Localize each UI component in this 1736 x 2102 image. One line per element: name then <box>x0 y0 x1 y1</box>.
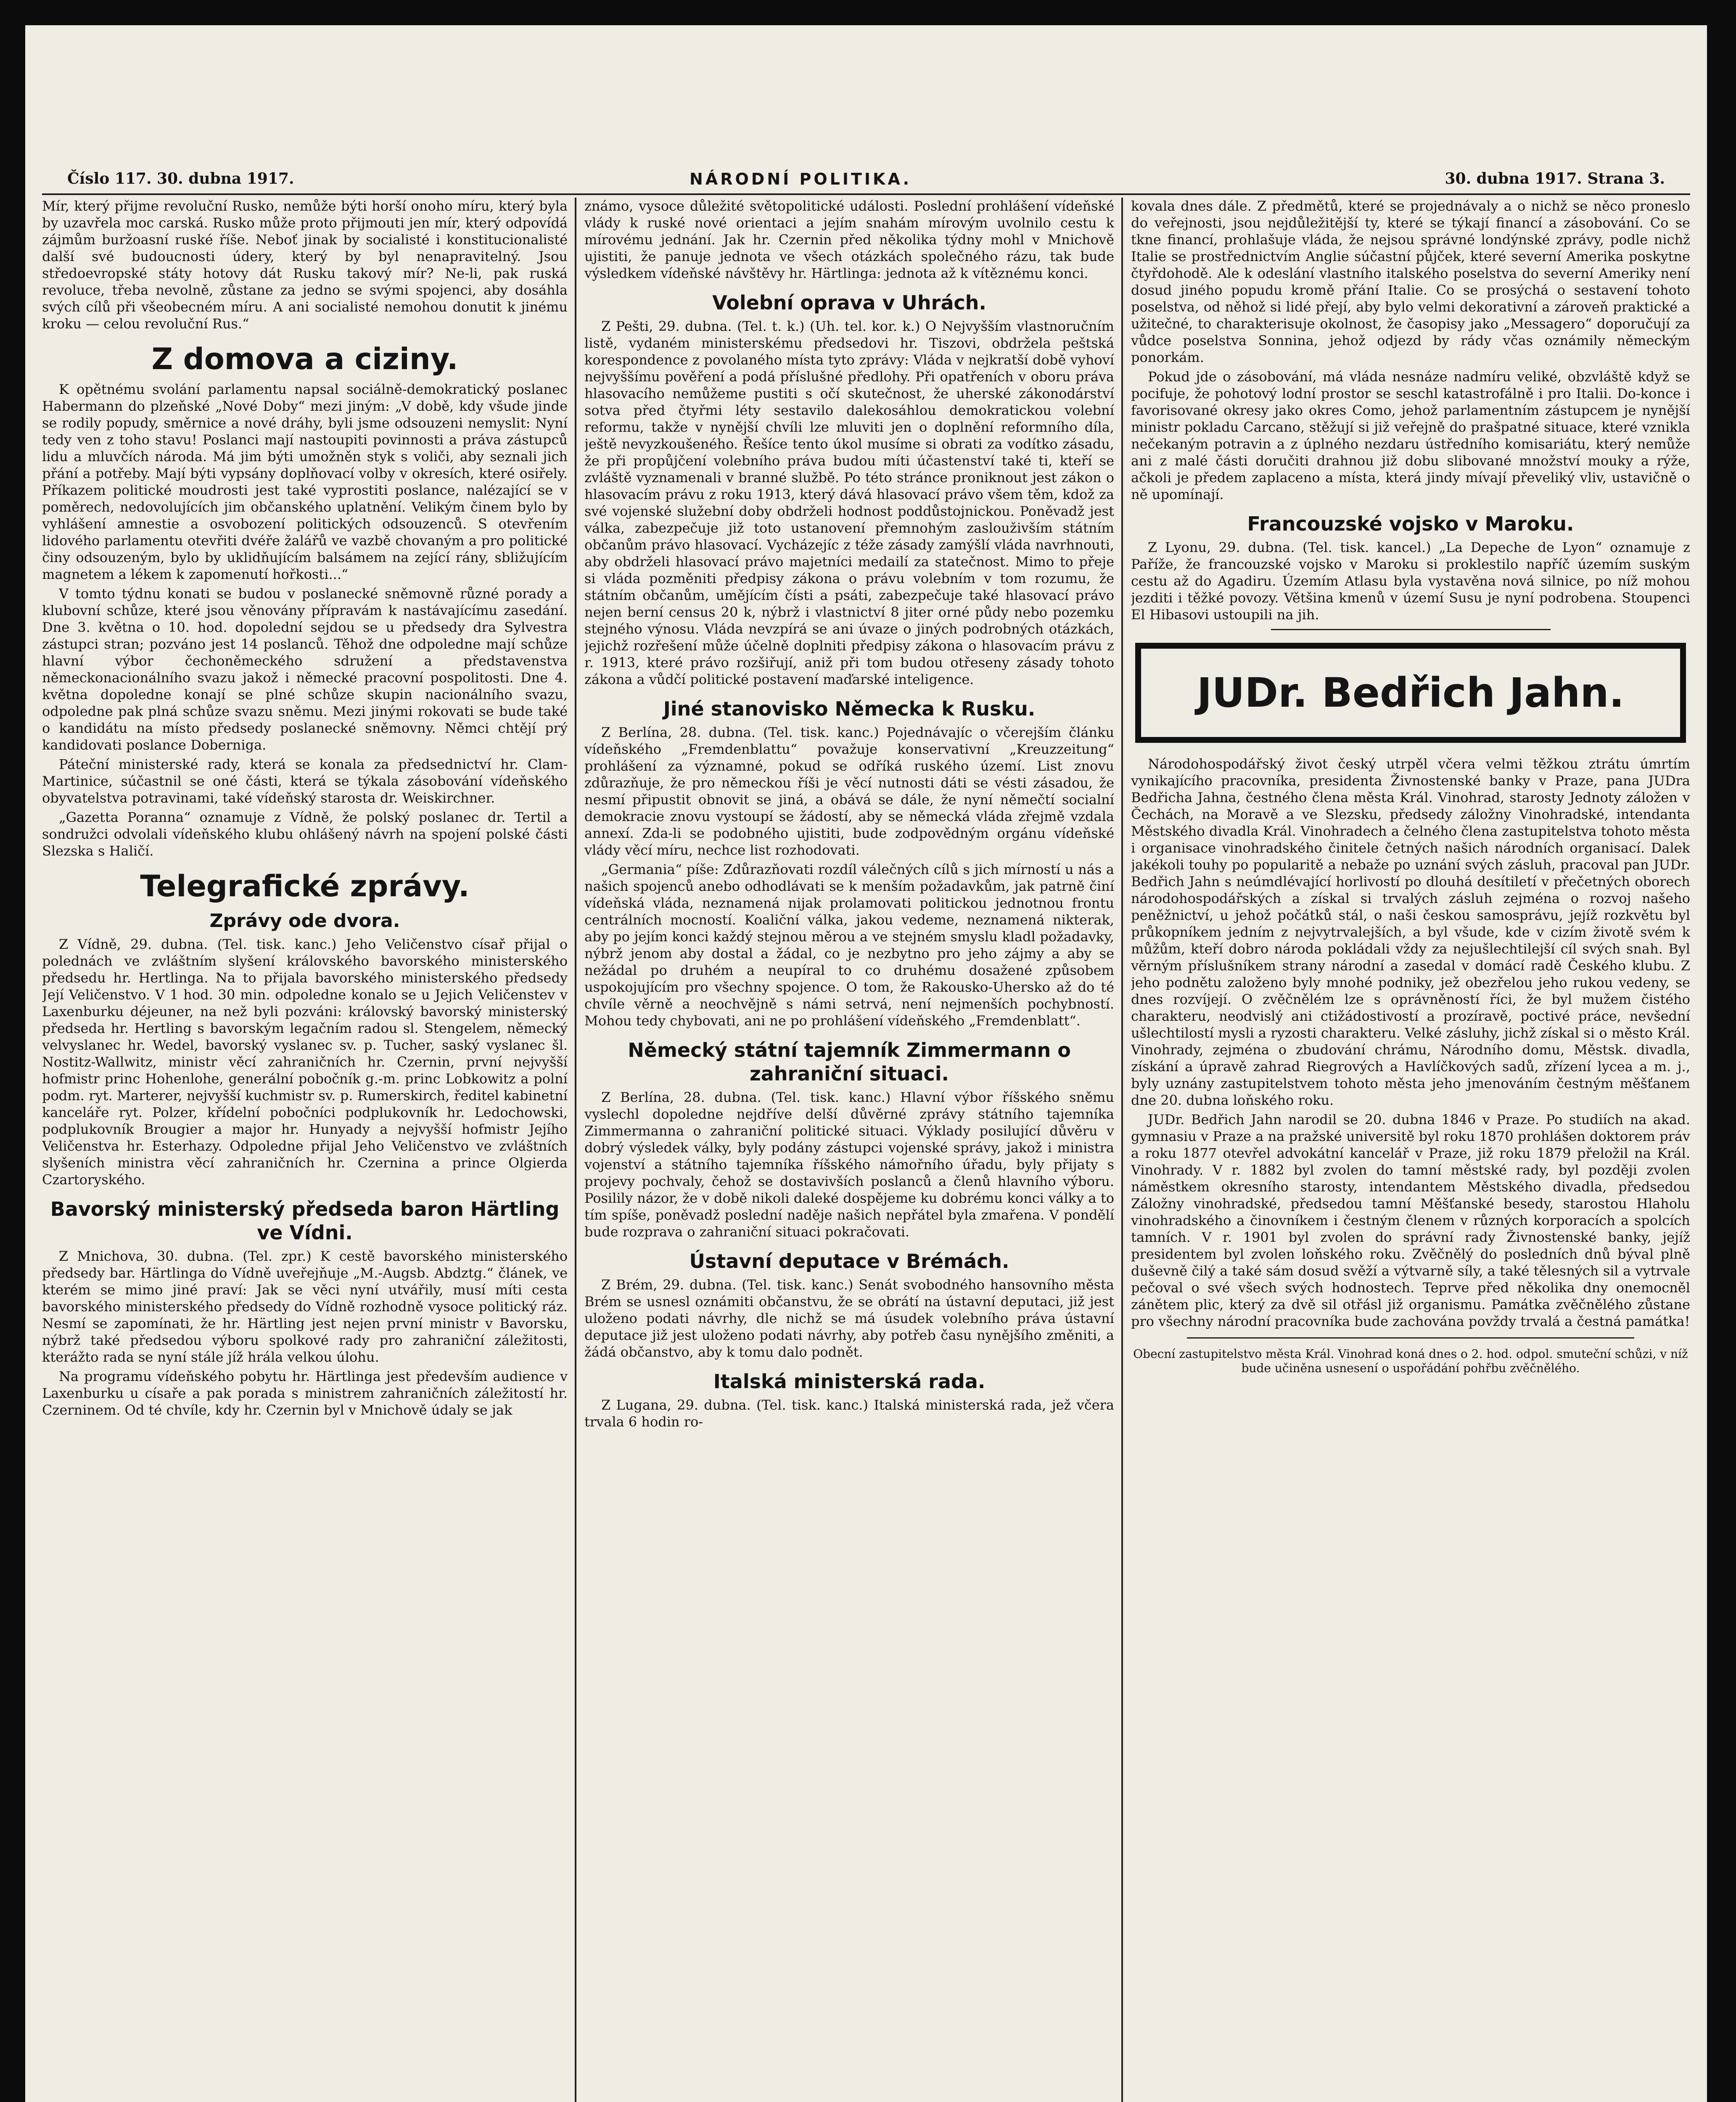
issue-number: Číslo 117. 30. dubna 1917. <box>67 170 294 187</box>
obituary-box <box>1135 643 1686 743</box>
column-rule-2 <box>1121 198 1123 2102</box>
article-paragraph: V tomto týdnu konati se budou v poslanecké sněmovně různé porady a klubovní schůze, které jsou věnovány přípravám k nastávajícímu zasedání. Dne 3. května o 10. hod. dopolední sejdou se u předsedy dra Sylvestra zástupci stran; pozváno jest 14 poslanců. Těhož dne odpoledne mají schůze hlavní výbor čechoněmeckého sdružení a představenstva německonacionálního svazu jakož i německé pracovní pospolitosti. Dne 4. května dopoledne konají se plné schůze skupin nacionálního svazu, odpoledne pak plná schůze svazu sněmu. Mezi jinými rokovati se bude také o kandidátu na místo předsedy poslanecké sněmovny. Němci chtějí prý kandidovati poslance Doberniga. <box>42 586 568 753</box>
section-divider <box>1271 629 1551 630</box>
page-number: 30. dubna 1917. Strana 3. <box>1445 170 1665 187</box>
column-3 <box>1131 198 1690 2102</box>
column-rule-1 <box>575 198 576 2102</box>
article-heading-volebni: Volební oprava v Uhrách. <box>712 291 986 314</box>
section-divider <box>1187 1337 1634 1339</box>
article-heading-deputace: Ústavní deputace v Brémách. <box>689 1250 1009 1273</box>
article-paragraph: Z Pešti, 29. dubna. (Tel. t. k.) (Uh. tel. kor. k.) O Nejvyšším vlastnoručním listě, vydaném ministerskému předsedovi hr. Tiszovi, obdržela peštská korespondence z povolaného místa tyto zprávy: Vláda v nejkratší době vyhoví nejvyššímu pověření a podá příslušné předlohy. Při opatřeních v oboru práva hlasovacího nemůžeme pustiti s očí skutečnost, že uherské zákonodárství sotva před čtyřmi léty sestavilo dalekosáhlou demokratickou volební reformu, takže v nynější chvíli lze mluviti jen o doplnění reformního díla, ještě nevyzkoušeného. Řešíce tento úkol musíme si obrati za vodítko zásadu, že při propůjčení volebního práva budou míti účastenství také ti, kteří se zvláště vyznamenali v branné službě. Po této stránce proniknout jest zákon o hlasovacím právu z roku 1913, který dává hlasovací právo všem těm, kdož za své vojenské služební doby obdrželi hodnost poddůstojnickou. Poněvadž jest válka, zabezpečuje již toto ustanovení přemnohým zaslouživším státním občanům právo hlasovací. Vycházejíc z téže zásady zamýšlí vláda navrhnouti, aby obdrželi hlasovací právo majetníci medailí za statečnost. Mimo to přeje si vláda pozměniti předpisy zákona o právu volebním v tom rozumu, že státním občanům, umějícím čísti a psáti, zabezpečuje také hlasovací právo nejen berní census 20 k, nýbrž i vlastnictví 8 jiter orné půdy nebo pozemku stejného výnosu. Vláda nevzpírá se ani úvaze o jiných podrobných otázkách, jejichž rozřešení může účelně doplniti předpisy zákona o hlasovacím právu z r. 1913, které právo rozšiřují, aniž při tom budou otřeseny zásady tohoto zákona a vůdčí politické postavení maďarské inteligence. <box>584 318 1114 687</box>
article-paragraph: Z Berlína, 28. dubna. (Tel. tisk. kanc.) Hlavní výbor říšského sněmu vyslechl dopoledne nejdříve delší důvěrné zprávy státního tajemníka Zimmermanna o zahraniční politické situaci. Výklady posilující důvěru v dobrý výsledek války, byly podány zástupci vojenské správy, jakož i ministra vojenství a státního tajemníka říšského námořního úřadu, byly přijaty s projevy pochvaly, čehož se dostavivších poslanců a členů hlavního výboru. Posilily názor, že v době nikoli daleké dospějeme ku dobrému konci války a to tím spíše, poněvadž poslední naděje našich nepřátel byla zmařena. V pondělí bude rozprava o zahraniční situaci pokračovati. <box>584 1089 1114 1240</box>
masthead <box>42 164 1690 195</box>
article-continuation: známo, vysoce důležité světopolitické události. Poslední prohlášení vídeňské vlády k ruské nové orientaci a jejím snahám mírovým uvolnilo cestu k mírovému jednání. Jak hr. Czernin před několika týdny mohl v Mnichově ujistiti, že panuje jednota ve všech otázkách společného rázu, tak bude výsledkem vídeňské návštěvy hr. Härtlinga: jednota až k vítěznému konci. <box>584 198 1114 281</box>
column-2 <box>584 198 1114 2102</box>
newspaper-page <box>25 25 1707 2102</box>
article-heading-bavorsky: Bavorský ministerský předseda baron Härtling ve Vídni. <box>50 1198 560 1244</box>
article-paragraph: K opětnému svolání parlamentu napsal sociálně-demokratický poslanec Habermann do plzeňské „Nové Doby“ mezi jiným: „V době, kdy všude jinde se rodily popudy, směrnice a nové dráhy, byli jsme odsouzeni nemyslit: Nyní tedy ven z toho stavu! Poslanci mají nastoupiti povinnosti a práva zástupců lidu a mluvčích národa. Má jim býti umožněn styk s voliči, aby seznali jich přání a potřeby. Mají býti vypsány doplňovací volby v okresích, které osiřely. Příkazem politické moudrosti jest také vyprostiti poslance, nalézající se v poměrech, nedovolujících jim občanského uplatnění. Velikým činem bylo by vyhlášení amnestie a osvobození politických odsouzenců. S otevřením lidového parlamentu otevřiti dvéře žalářů ve vazbě chovaným a pro politické činy odsouzeným, bylo by uklidňujícím balsámem na zející rány, sbližujícím magnetem a lékem k zapomenutí hořkosti...“ <box>42 381 568 582</box>
article-paragraph: Z Mnichova, 30. dubna. (Tel. zpr.) K cestě bavorského ministerského předsedy bar. Härtlinga do Vídně uveřejňuje „M.-Augsb. Abdztg.“ článek, ve kterém se mimo jiné praví: Jak se věci nyní utvářily, musí míti cesta bavorského ministerského předsedy do Vídně rozhodně vysoce politický ráz. Nesmí se zapomínati, že hr. Härtling jest nejen první ministr v Bavorsku, nýbrž také předsedou výboru spolkové rady pro zahraniční záležitosti, kterážto rada se nyní stále jíž hrála velkou úlohu. <box>42 1248 568 1365</box>
article-heading-dvora: Zprávy ode dvora. <box>209 910 400 932</box>
article-heading-italska-rada: Italská ministerská rada. <box>713 1370 986 1393</box>
article-paragraph: Z Berlína, 28. dubna. (Tel. tisk. kanc.) Pojednávajíc o včerejším článku vídeňského „Fremdenblattu“ považuje konservativní „Kreuzzeitung“ prohlášení za významné, pokud se odříká ruského území. List znovu zdůrazňuje, že pro německou říši je věcí nutnosti dáti se vésti zásadou, že nesmí připustit obnovit se jiná, a obává se dále, že nyní němečtí socialní demokracie znovu vystoupí se žádostí, aby se německá vláda zřejmě vzdala annexí. Zda-li se podobného ujistiti, bude zodpovědným orgánu vídeňské vlády věcí míru, nechce list rozhodovati. <box>584 724 1114 858</box>
obituary-name: JUDr. Bedřich Jahn. <box>1197 669 1625 716</box>
article-paragraph: Pokud jde o zásobování, má vláda nesnáze nadmíru veliké, obzvláště když se pocifuje, že pohotový lodní prostor se seschl katastrofálně i pro Italii. Do-konce i favorisované okresy jako okres Como, jehož parlamentním zástupcem je nynější ministr pokladu Carcano, stěžují si již veřejně do prašpatné situace, které vznikla nečekaným potravin a z úplného nezdaru ústředního komisariátu, který nemůže ani z malé části doručiti drahnou již dobu slibované množství mouky a rýže, ačkoli je předem zaplaceno a místa, která jindy mívají převeliký vliv, ustavičně o ně upomínají. <box>1131 369 1690 502</box>
funeral-notice: Obecní zastupitelstvo města Král. Vinohrad koná dnes o 2. hod. odpol. smuteční schůzi, v níž bude učiněna usnesení o uspořádání pohřbu zvěčnělého. <box>1133 1347 1688 1375</box>
column-1 <box>42 198 568 2102</box>
article-paragraph: Z Lugana, 29. dubna. (Tel. tisk. kanc.) Italská ministerská rada, jež včera trvala 6 hodin ro- <box>584 1397 1114 1430</box>
article-paragraph: „Germania“ píše: Zdůrazňovati rozdíl válečných cílů s jich mírností u nás a našich spojenců anebo odhodlávati se k menším požadavkům, jak patrně činí vídeňská vláda, neznamená nijak prolamovati politickou jednotnou frontu centrálních mocností. Koaliční válka, jakou vedeme, neznamená nikterak, aby po jejím konci každý stejnou měrou a ve stejném smyslu kladl požadavky, nýbrž jenom aby dostal a žádal, co je nezbytno pro jeho zájmy a aby se nežádal po druhém a neupíral to co druhému dosažené způsobem uspokojujícím pro všechny spojence. O tom, že Rakousko-Uhersko až do té chvíle věrně a neochvějně s námi setrvá, není nejmenších pochybností. Mohou tedy chybovati, ani ne po prohlášení vídeňského „Fremdenblatt“. <box>584 861 1114 1029</box>
article-paragraph: Národohospodářský život český utrpěl včera velmi těžkou ztrátu úmrtím vynikajícího pracovníka, presidenta Živnostenské banky v Praze, pana JUDra Bedřicha Jahna, čestného člena města Král. Vinohrad, starosty Jednoty záložen v Čechách, na Moravě a ve Slezsku, předsedy záložny Vinohradské, intendanta Městského divadla Král. Vinohradech a čelného člena zastupitelstva tohoto města i organisace vinohradského činitele četných našich národních organisací. Dalek jakékoli touhy po popularitě a nebaže po uznání svých zásluh, pracoval pan JUDr. Bedřich Jahn s neúmdlévající horlivostí po dlouhá desítiletí v přečetných oborech národohospodářských a získal si trvalých zásluh zejména o rozvoj našeho peněžnictví, u jehož počátků stál, o naši českou samosprávu, jejíž rozkvětu byl průkopníkem jedním z nejvytrvalejších, a byl všude, kde v cizím životě svém k můžům, kteří dobro národa pokládali vždy za nejušlechtilejší cíl svých snah. Byl věrným příslušníkem strany národní a zasedal v domácí radě Českého klubu. Z jeho podnětu založeno byly mnohé podniky, jež obezřelou jeho rukou vedeny, se dnes rozvíjejí. O zvěčnělém lze s oprávněností říci, že byl mužem čistého charakteru, neodvislý ani ctižádostivostí a prozíravě, poctivé práce, nevšední ušlechtilostí mysli a ryzosti charakteru. Velké zásluhy, jichž získal si o město Král. Vinohrady, zejména o zbudování chrámu, Národního domu, Městsk. divadla, získání a úpravě zahrad Riegrových a Havlíčkových sadů, zřízení lycea a m. j., byly uznány zastupitelstvem tohoto města jeho jmenováním čestným měšťanem dne 20. dubna loňského roku. <box>1131 756 1690 1108</box>
article-continuation: kovala dnes dále. Z předmětů, které se projednávaly a o nichž se něco proneslo do veřejnosti, jsou nejdůležitější ty, které se týkají financí a zásobování. Co se tkne financí, prohlašuje vláda, že nejsou správné londýnské zprávy, podle nichž Italie se prostřednictvím Anglie súčastní půjček, které severní Amerika poskytne čtyřdohodě. Ale k odeslání vlastního italského poselstva do severní Ameriky není dosud jiného popudu kromě přání Italie. Co se prosýchá o sestavení tohoto poselstva, od něhož si lidé přejí, aby bylo velmi dekorativní a zároveň praktické a užitečné, to charakterisuje okolnost, že časopisy jako „Messagero“ doporučují za vůdce poselstva Sonnina, jehož odjezd by rády včas oznámily německým ponorkám. <box>1131 198 1690 365</box>
article-heading-zimmermann: Německý státní tajemník Zimmermann o zahraniční situaci. <box>628 1039 1071 1085</box>
newspaper-title: NÁRODNÍ POLITIKA. <box>690 170 912 188</box>
article-paragraph: Z Brém, 29. dubna. (Tel. tisk. kanc.) Senát svobodného hansovního města Brém se usnesl oznámiti občanstvu, že se obrátí na ústavní deputaci, již jest uloženo podati návrhy, dle nichž se má úsudek volebního práva ústavní deputace již jest uloženo podati návrhy, aby potřeb času nynějšího změniti, a žádá občanstvo, aby k tomu dalo podnět. <box>584 1277 1114 1360</box>
article-paragraph: Páteční ministerské rady, která se konala za předsednictví hr. Clam-Martinice, súčastnil se oné části, která se týkala zásobování vídeňského obyvatelstva potravinami, také vídeňský starosta dr. Weiskirchner. <box>42 756 568 806</box>
article-paragraph: „Gazetta Poranna“ oznamuje z Vídně, že polský poslanec dr. Tertil a sondružci odvolali vídeňského klubu ohlášený návrh na spojení polské části Slezska s Haličí. <box>42 809 568 859</box>
article-continuation: Mír, který přijme revoluční Rusko, nemůže býti horší onoho míru, který byla by uzavřela moc carská. Rusko může proto přijmouti jen mír, který odpovídá zájmům buržoasní ruské říše. Neboť jinak by socialisté i konstitucionalisté další své budoucnosti údery, který by byl nenapravitelný. Jsou středoevropské státy hotovy dát Rusku takový mír? Ne-li, pak ruská revoluce, třeba nevolně, zůstane za jedno se svými spojenci, aby dosáhla svých cílů při všeobecném míru. A ani socialisté nemohou donutit k jinému kroku — celou revoluční Rus.“ <box>42 198 568 332</box>
article-paragraph: JUDr. Bedřich Jahn narodil se 20. dubna 1846 v Praze. Po studiích na akad. gymnasiu v Praze a na pražské universitě byl roku 1870 prohlášen doktorem práv a roku 1877 otevřel advokátní kancelář v Praze, již roku 1879 přeložil na Král. Vinohrady. V r. 1882 byl zvolen do tamní městské rady, byl později zvolen náměstkem okresního starosty, intendantem Městského divadla, předsedou Záložny vinohradské, předsedou tamní Měšťanské besedy, starostou Hlaholu vinohradského a činovníkem i čestným členem v různých korporacích a spolcích tamních. V r. 1901 byl zvolen do správní rady Živnostenské banky, jejíž presidentem byl zvolen loňského roku. Zvěčnělý do posledních dnů býval plně duševně čilý a také sám dosud svěží a výtvarně síly, a také tělesných sil a vytrvale pečoval o své všech svých hodnostech. Teprve před několika dny onemocněl zánětem plic, který za dvě sil otřásl již organismu. Památka zvěčnělého zůstane pro všechny národní pracovníka bude zachována povždy trvalá a čestná památka! <box>1131 1112 1690 1329</box>
section-heading-telegraficke: Telegrafické zprávy. <box>140 869 470 903</box>
article-paragraph: Z Vídně, 29. dubna. (Tel. tisk. kanc.) Jeho Veličenstvo císař přijal o polednách ve zvláštním slyšení královského bavorského ministerského předsedu hr. Hertlinga. Na to přijala bavorského ministerského předsedy Její Veličenstvo. V 1 hod. 30 min. odpoledne konalo se u Jejich Veličenstev v Laxenburku déjeuner, na než byli pozváni: královský bavorský ministerský předseda hr. Hertling s bavorským legačním radou sl. Stengelem, německý velvyslanec hr. Wedel, bavorský vyslanec sv. p. Tucher, saský vyslanec šl. Nostitz-Wallwitz, ministr věcí zahraničních hr. Czernin, první nejvyšší hofmistr princ Hohenlohe, generální pobočník g.-m. princ Lobkowitz a polní podm. ryt. Marterer, nejvyšší kuchmistr sv. p. Rumerskirch, ředitel kabinetní kanceláře ryt. Polzer, křídelní pobočníci podplukovník hr. Ledochowski, podplukovník Brougier a major hr. Hunyady a nejvyšší hofmistr Jejího Veličenstva hr. Esterhazy. Odpoledne přijal Jeho Veličenstvo ve zvláštních slyšeních ministra věcí zahraničních hr. Czernina a prince Olgierda Czartoryského. <box>42 936 568 1188</box>
article-heading-jine-stanovisko: Jiné stanovisko Německa k Rusku. <box>663 697 1036 720</box>
section-heading-domova: Z domova a ciziny. <box>151 342 458 376</box>
article-paragraph: Na programu vídeňského pobytu hr. Härtlinga jest především audience v Laxenburku u císaře a pak porada s ministrem zahraničních záležitostí hr. Czerninem. Od té chvíle, kdy hr. Czernin byl v Mnichově údaly se jak <box>42 1368 568 1418</box>
article-heading-maroko: Francouzské vojsko v Maroku. <box>1247 512 1574 535</box>
article-paragraph: Z Lyonu, 29. dubna. (Tel. tisk. kancel.) „La Depeche de Lyon“ oznamuje z Paříže, že francouzské vojsko v Maroku si proklestilo napříč územím suským cestu až do Agadiru. Územím Atlasu byla vystavěna nová silnice, po níž mohou jezditi i těžké povozy. Většina kmenů v území Susu je nyní podrobena. Stoupenci El Hibasovi ustoupili na jih. <box>1131 539 1690 623</box>
